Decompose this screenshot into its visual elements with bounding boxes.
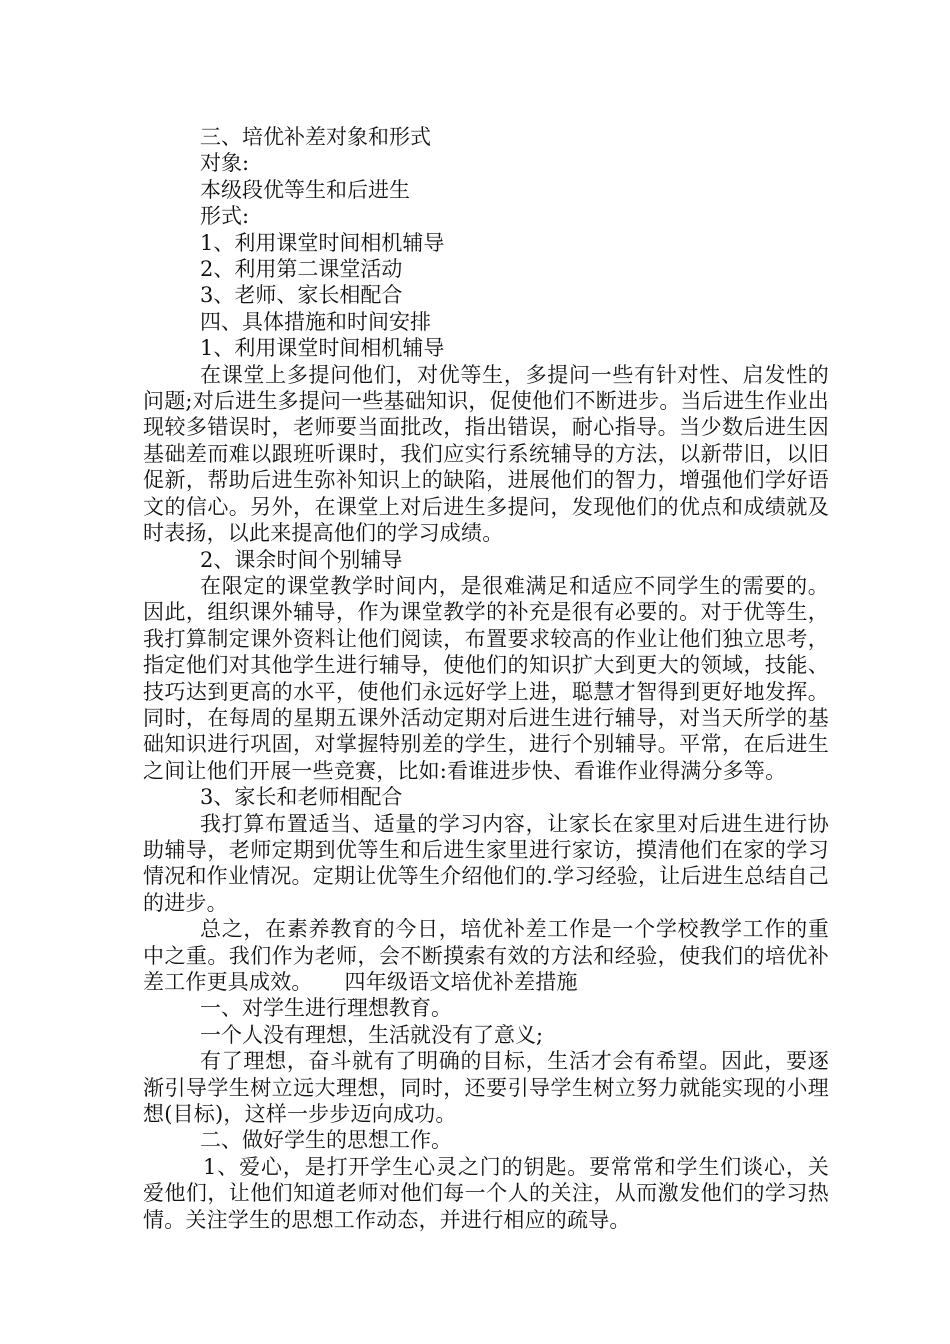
text-line: 三、培优补差对象和形式: [200, 125, 431, 149]
text-line: 1、利用课堂时间相机辅导: [200, 336, 445, 361]
text-line: 2、课余时间个别辅导: [200, 547, 403, 572]
text-line: 对象:: [200, 151, 250, 176]
document-body: [143, 124, 829, 1233]
paragraph: 有了理想，奋斗就有了明确的目标，生活才会有希望。因此，要逐渐引导学生树立远大理想，同时，还要引导学生树立努力就能实现的小理想(目标)，这样一步步迈向成功。: [143, 1049, 829, 1127]
paragraph: 在课堂上多提问他们，对优等生，多提问一些有针对性、启发性的问题;对后进生多提问一些基础知识，促使他们不断进步。当后进生作业出现较多错误时，老师要当面批改，指出错误，耐心指导。当少数后进生因基础差而难以跟班听课时，我们应实行系统辅导的方法，以新带旧，以旧促新，帮助后进生弥补知识上的缺陷，进展他们的智力，增强他们学好语文的信心。另外，在课堂上对后进生多提问，发现他们的优点和成绩就及时表扬，以此来提高他们的学习成绩。: [143, 362, 829, 546]
text-line: 1、利用课堂时间相机辅导: [200, 230, 445, 255]
text-line: 2、利用第二课堂活动: [200, 257, 403, 282]
paragraph: 我打算布置适当、适量的学习内容，让家长在家里对后进生进行协助辅导，老师定期到优等生和后进生家里进行家访，摸清他们在家的学习情况和作业情况。定期让优等生介绍他们的.学习经验，让后进生总结自己的进步。: [143, 811, 829, 915]
text-line: 本级段优等生和后进生: [200, 177, 410, 202]
paragraph: 总之，在素养教育的今日，培优补差工作是一个学校教学工作的重中之重。我们作为老师，会不断摸索有效的方法和经验，使我们的培优补差工作更具成效。 四年级语文培优补差措施: [143, 917, 829, 994]
text-line: 二、做好学生的思想工作。: [200, 1128, 452, 1153]
text-line: 3、老师、家长相配合: [200, 283, 403, 308]
paragraph: 在限定的课堂教学时间内，是很难满足和适应不同学生的需要的。因此，组织课外辅导，作为课堂教学的补充是很有必要的。对于优等生，我打算制定课外资料让他们阅读，布置要求较高的作业让他们独立思考，指定他们对其他学生进行辅导，使他们的知识扩大到更大的领域，技能、技巧达到更高的水平，使他们永远好学上进，聪慧才智得到更好地发挥。同时，在每周的星期五课外活动定期对后进生进行辅导，对当天所学的基础知识进行巩固，对掌握特别差的学生，进行个别辅导。平常，在后进生之间让他们开展一些竞赛，比如:看谁进步快、看谁作业得满分多等。: [143, 573, 829, 783]
text-line: 四、具体措施和时间安排: [200, 309, 431, 334]
paragraph: 1、爱心，是打开学生心灵之门的钥匙。要常常和学生们谈心，关爱他们，让他们知道老师对他们每一个人的关注，从而激发他们的学习热情。关注学生的思想工作动态，并进行相应的疏导。: [143, 1154, 829, 1232]
text-line: 形式:: [200, 204, 250, 229]
text-line: 3、家长和老师相配合: [200, 785, 403, 810]
text-line: 一、对学生进行理想教育。: [200, 996, 452, 1021]
text-line: 一个人没有理想，生活就没有了意义;: [200, 1022, 544, 1047]
